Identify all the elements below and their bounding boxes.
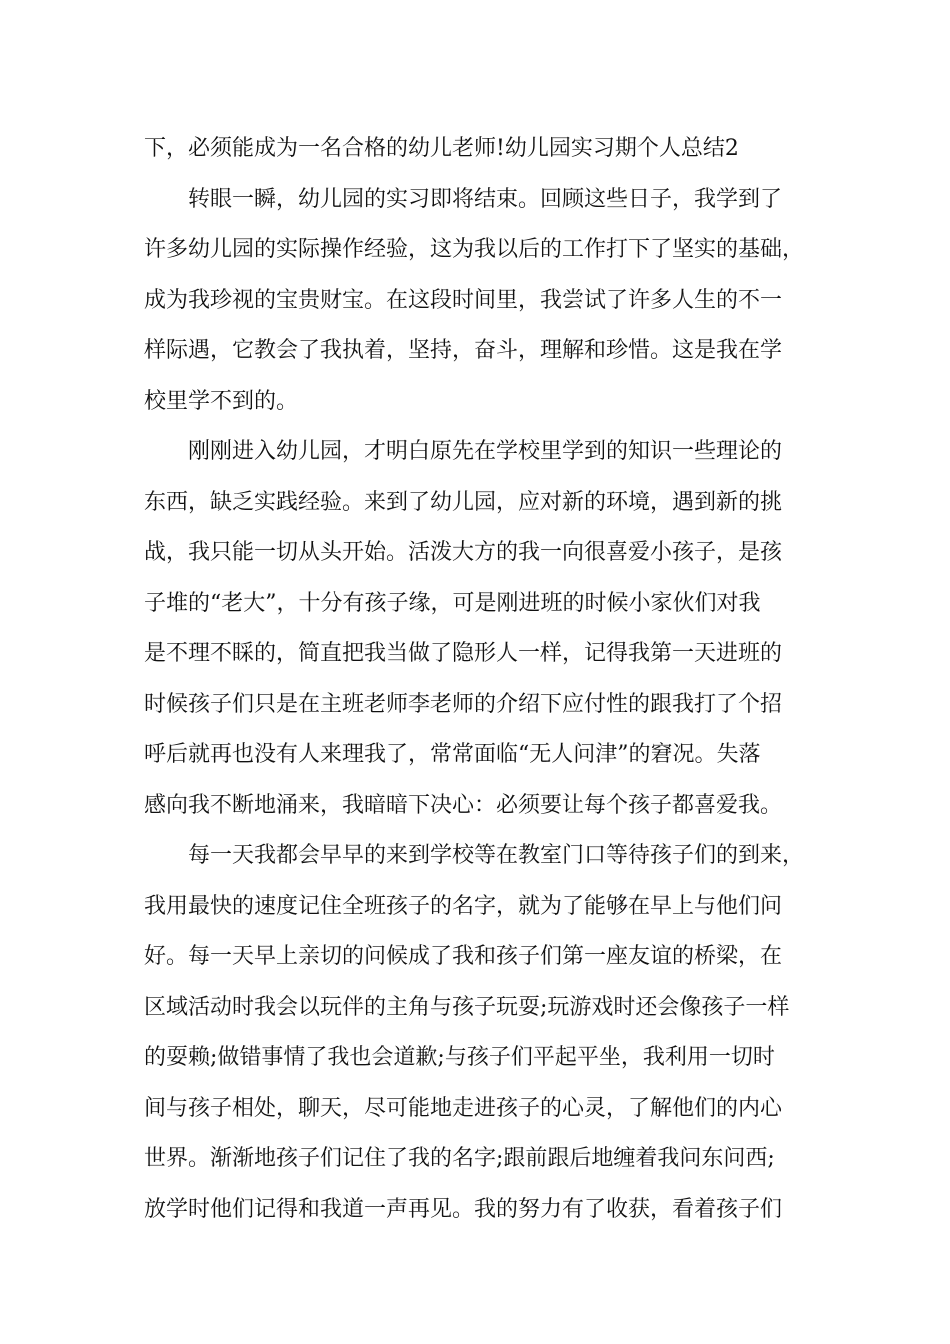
text-line: 许多幼儿园的实际操作经验，这为我以后的工作打下了坚实的基础， <box>144 237 805 262</box>
text-line: 放学时他们记得和我道一声再见。我的努力有了收获，看着孩子们 <box>144 1196 783 1222</box>
text-line: 成为我珍视的宝贵财宝。在这段时间里，我尝试了许多人生的不一 <box>144 287 783 313</box>
text-line: 时候孩子们只是在主班老师李老师的介绍下应付性的跟我打了个招 <box>144 691 783 717</box>
document-body <box>144 124 824 1235</box>
text-line: 是不理不睬的，简直把我当做了隐形人一样，记得我第一天进班的 <box>144 641 783 666</box>
paragraph-start-line: 每一天我都会早早的来到学校等在教室门口等待孩子们的到来， <box>188 843 805 868</box>
text-line: 间与孩子相处，聊天，尽可能地走进孩子的心灵，了解他们的内心 <box>144 1095 783 1121</box>
text-line: 下，必须能成为一名合格的幼儿老师!幼儿园实习期个人总结2 <box>144 136 739 161</box>
text-line: 的耍赖;做错事情了我也会道歉;与孩子们平起平坐，我利用一切时 <box>144 1045 775 1070</box>
text-line: 战，我只能一切从头开始。活泼大方的我一向很喜爱小孩子，是孩 <box>144 540 783 565</box>
text-line: 样际遇，它教会了我执着，坚持，奋斗，理解和珍惜。这是我在学 <box>144 338 783 363</box>
text-line: 区域活动时我会以玩伴的主角与孩子玩耍;玩游戏时还会像孩子一样 <box>144 994 790 1020</box>
text-line: 感向我不断地涌来，我暗暗下决心：必须要让每个孩子都喜爱我。 <box>144 792 783 818</box>
text-line: 呼后就再也没有人来理我了，常常面临“无人问津”的窘况。失落 <box>144 742 761 767</box>
text-line: 校里学不到的。 <box>144 388 299 414</box>
text-line: 好。每一天早上亲切的问候成了我和孩子们第一座友谊的桥梁，在 <box>144 944 783 969</box>
text-line: 子堆的“老大”，十分有孩子缘，可是刚进班的时候小家伙们对我 <box>144 590 761 616</box>
text-line: 世界。渐渐地孩子们记住了我的名字;跟前跟后地缠着我问东问西; <box>144 1146 775 1171</box>
paragraph-start-line: 转眼一瞬，幼儿园的实习即将结束。回顾这些日子，我学到了 <box>188 186 783 212</box>
text-line: 东西，缺乏实践经验。来到了幼儿园，应对新的环境，遇到新的挑 <box>144 489 783 515</box>
paragraph-start-line: 刚刚进入幼儿园，才明白原先在学校里学到的知识一些理论的 <box>188 439 783 464</box>
text-line: 我用最快的速度记住全班孩子的名字，就为了能够在早上与他们问 <box>144 893 783 919</box>
